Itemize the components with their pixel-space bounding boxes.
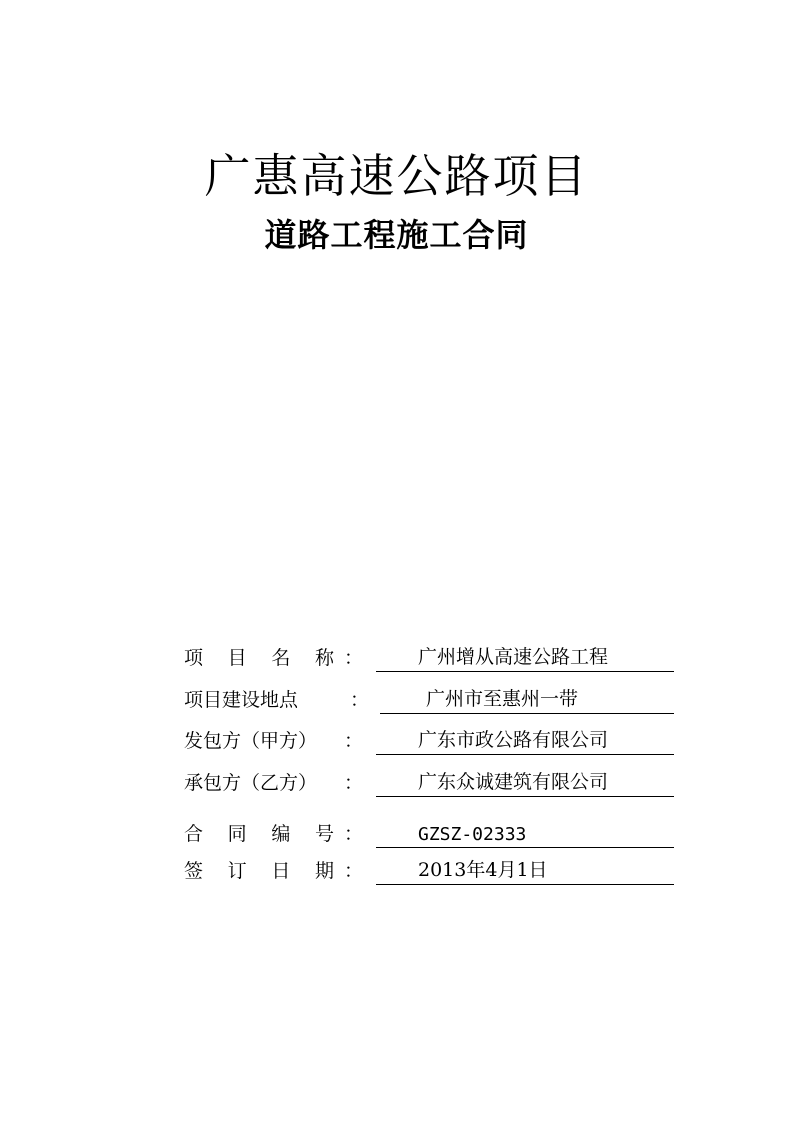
field-colon: ： — [344, 772, 364, 794]
field-label-char: 期 — [314, 860, 334, 882]
field-value-line — [380, 683, 674, 714]
field-label-char: 合 — [184, 823, 204, 845]
field-value: GZSZ-02333 — [418, 824, 527, 845]
field-label-char: 订 — [227, 860, 247, 882]
field-label-char: 签 — [184, 860, 204, 882]
field-value-line — [376, 766, 674, 797]
field-colon: ： — [344, 730, 364, 752]
field-project-location — [184, 680, 674, 714]
field-label: 承包方（乙方） — [184, 772, 318, 794]
field-colon: ： — [350, 689, 370, 711]
field-label-char: 名 — [271, 647, 291, 669]
field-label-char: 同 — [227, 823, 247, 845]
field-colon: ： — [344, 823, 364, 845]
field-contractor — [184, 763, 674, 797]
field-label-char: 项 — [184, 647, 204, 669]
document-title: 广惠高速公路项目 — [204, 149, 589, 203]
field-colon: ： — [344, 860, 364, 882]
field-label-char: 号 — [314, 823, 334, 845]
field-label-char: 目 — [227, 647, 247, 669]
field-label: 项目建设地点 — [184, 689, 299, 711]
field-value: 2013年4月1日 — [418, 859, 548, 881]
field-contract-number — [184, 814, 674, 848]
field-project-name — [184, 638, 674, 672]
field-label-char: 编 — [271, 823, 291, 845]
document-subtitle: 道路工程施工合同 — [264, 216, 529, 254]
field-value: 广东众诚建筑有限公司 — [418, 771, 609, 793]
field-signing-date — [184, 851, 674, 885]
field-value: 广州增从高速公路工程 — [418, 646, 609, 668]
field-label — [184, 643, 334, 670]
field-label — [184, 856, 334, 883]
field-label: 发包方（甲方） — [184, 730, 318, 752]
field-label-char: 称 — [314, 647, 334, 669]
field-value-line — [376, 817, 674, 848]
field-value: 广州市至惠州一带 — [426, 688, 579, 710]
field-value-line — [376, 724, 674, 755]
field-label — [184, 819, 334, 846]
field-value-line — [376, 854, 674, 885]
field-colon: ： — [344, 647, 364, 669]
field-value-line — [376, 641, 674, 672]
field-label-char: 日 — [271, 860, 291, 882]
field-value: 广东市政公路有限公司 — [418, 729, 609, 751]
field-employer — [184, 721, 674, 755]
